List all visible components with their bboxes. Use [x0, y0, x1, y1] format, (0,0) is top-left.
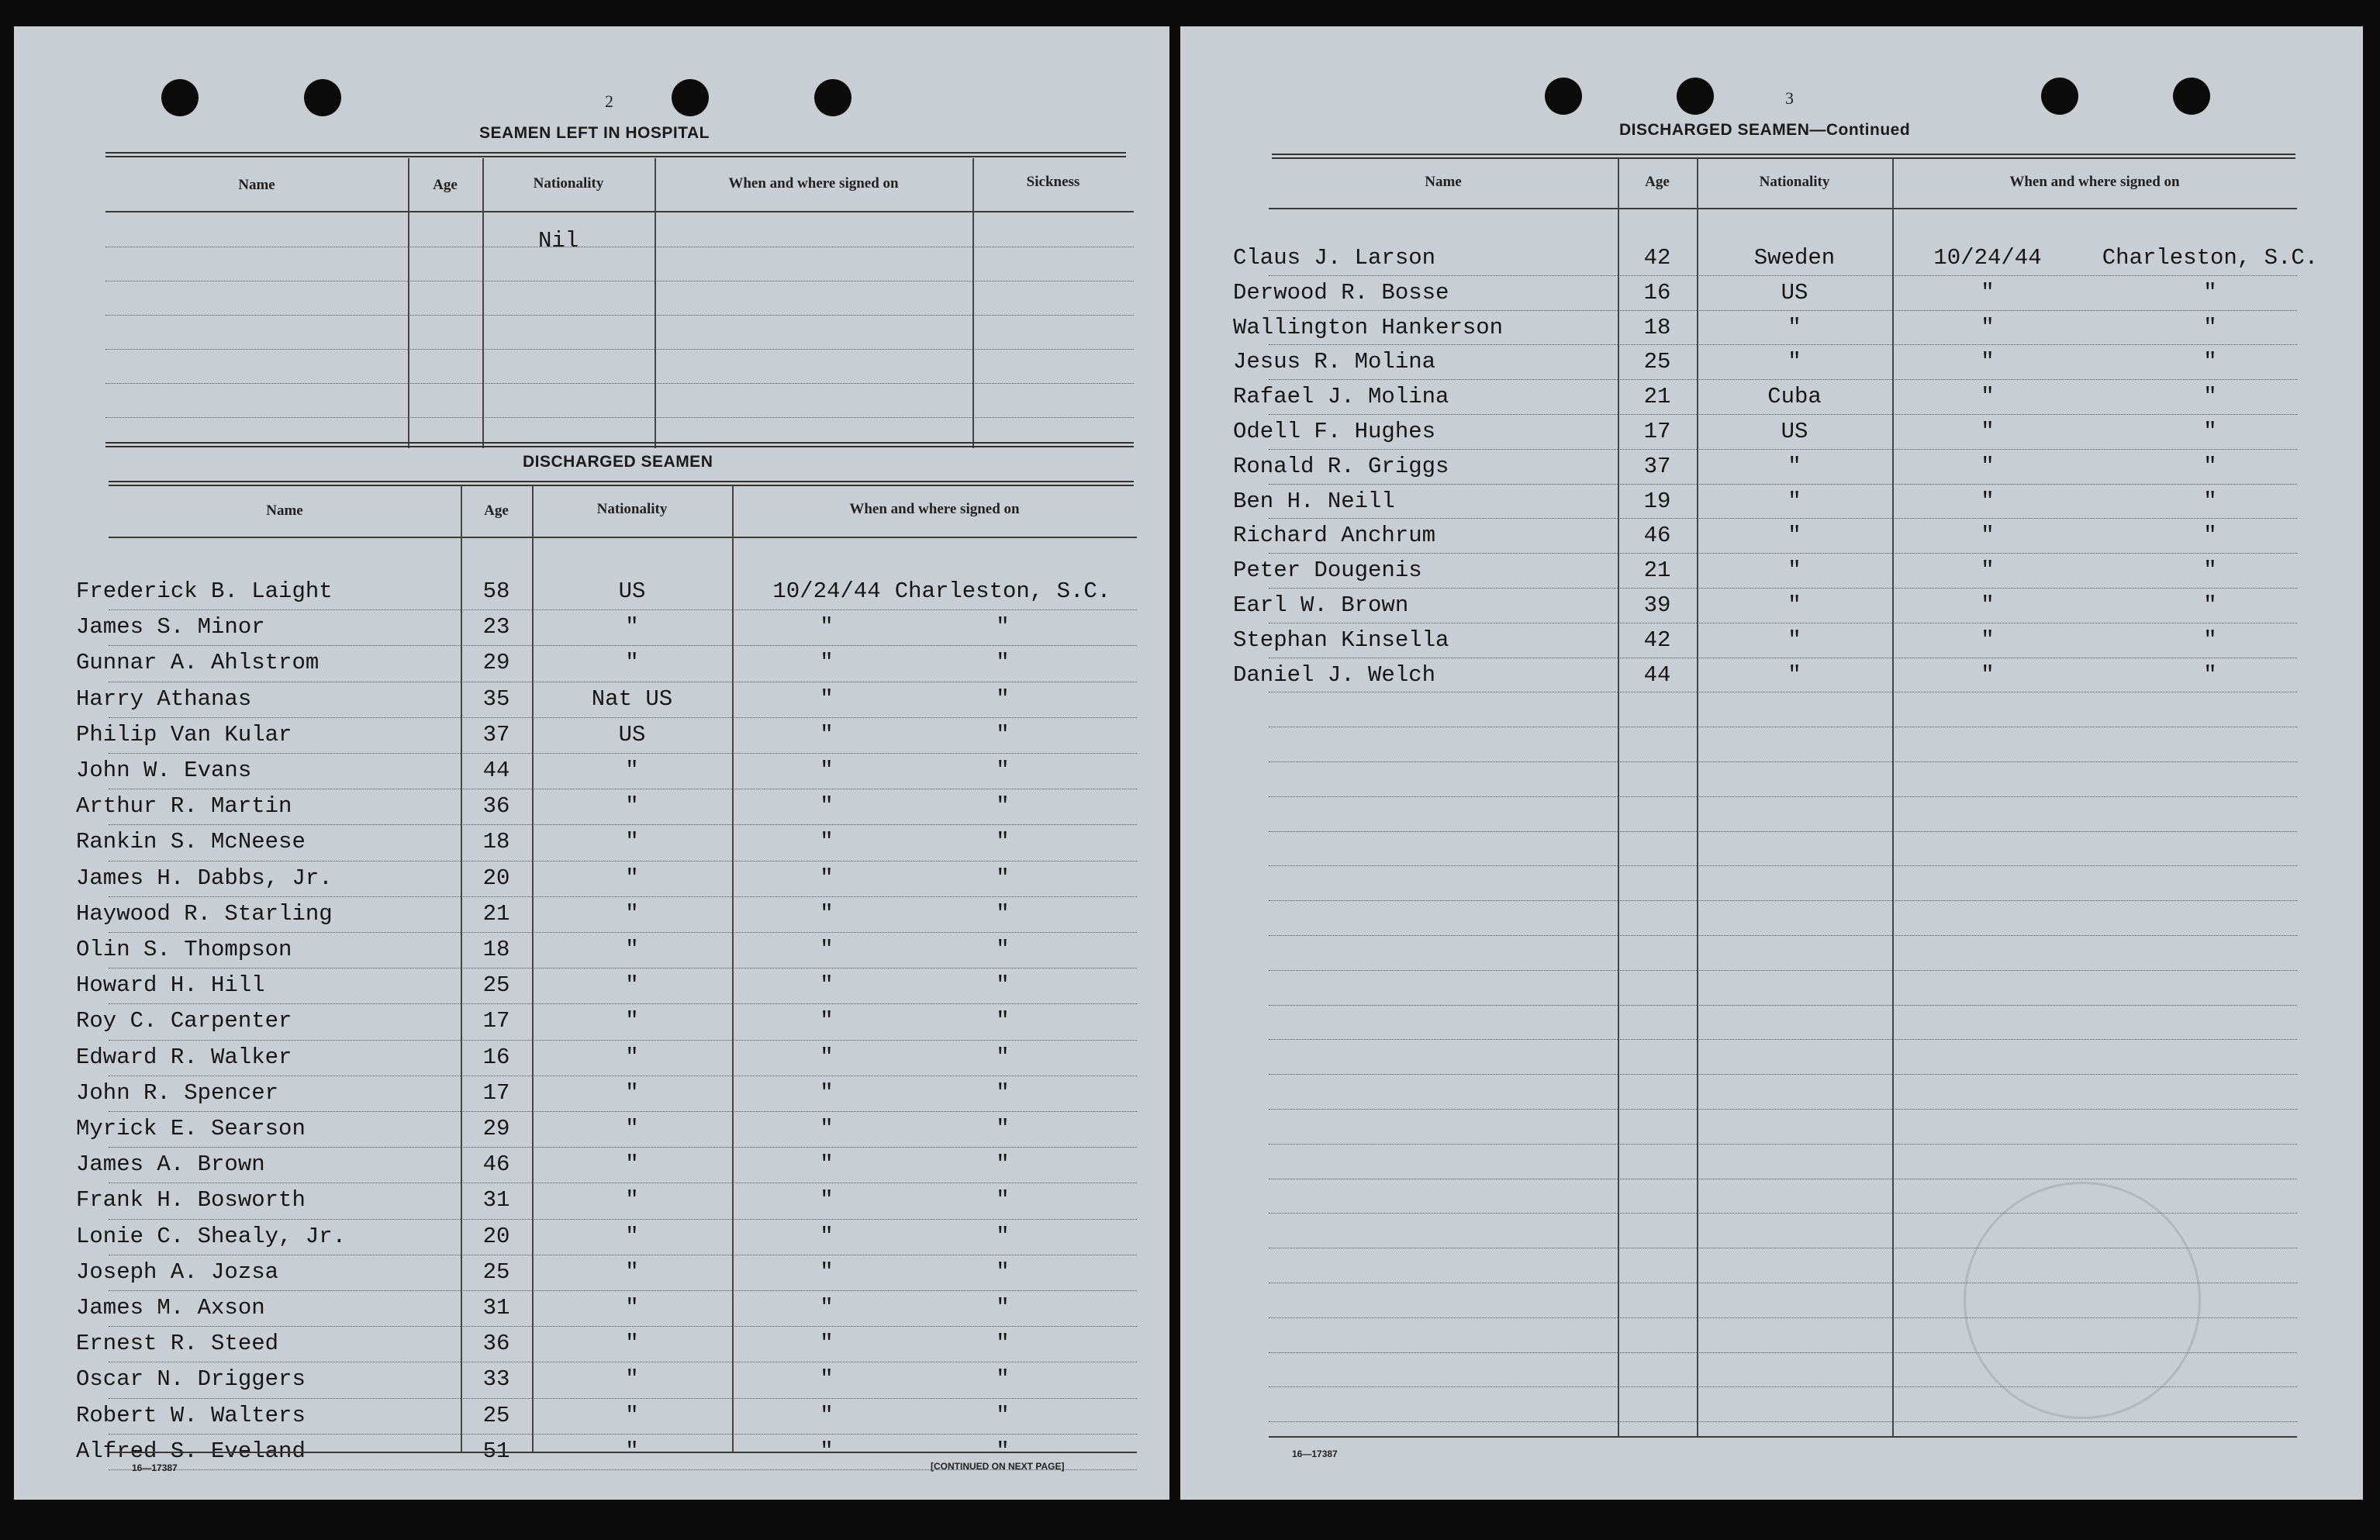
table-row — [1233, 662, 2350, 696]
seaman-nationality: " — [625, 1044, 639, 1070]
signed-on-place: " — [2203, 279, 2217, 306]
discharged-continued-title: DISCHARGED SEAMEN—Continued — [1619, 121, 1911, 139]
table-row — [76, 686, 1146, 720]
seaman-nationality: " — [625, 972, 639, 999]
seaman-nationality: " — [625, 1366, 639, 1393]
punch-hole — [2173, 78, 2210, 115]
seaman-nationality: " — [625, 1008, 639, 1034]
seaman-nationality: " — [1788, 523, 1801, 549]
signed-on-place: " — [996, 900, 1010, 927]
signed-on-place: " — [2203, 523, 2217, 549]
seaman-nationality: Cuba — [1767, 384, 1822, 410]
table-row — [1233, 523, 2350, 557]
seaman-name: John R. Spencer — [76, 1079, 279, 1106]
continued-note: [CONTINUED ON NEXT PAGE] — [931, 1461, 1065, 1472]
hospital-nil-value: Nil — [538, 228, 579, 254]
seaman-nationality: Nat US — [591, 685, 673, 712]
signed-on-place: " — [996, 865, 1010, 891]
seaman-nationality: " — [625, 1223, 639, 1249]
signed-on-place: " — [996, 1402, 1010, 1428]
seaman-age: 39 — [1643, 592, 1671, 618]
seaman-nationality: US — [618, 578, 646, 604]
table-row — [76, 1045, 1146, 1079]
signed-on-date: " — [820, 1366, 834, 1393]
seaman-age: 51 — [482, 1438, 510, 1464]
signed-on-date: " — [820, 793, 834, 820]
seaman-name: Earl W. Brown — [1233, 592, 1409, 618]
table-row — [76, 1366, 1146, 1400]
seaman-name: James M. Axson — [76, 1295, 265, 1321]
seaman-name: Gunnar A. Ahlstrom — [76, 650, 320, 676]
signed-on-place: " — [996, 650, 1010, 676]
signed-on-place: " — [2203, 488, 2217, 514]
seaman-name: Daniel J. Welch — [1233, 661, 1436, 688]
table-row — [76, 614, 1146, 648]
seaman-age: 25 — [482, 972, 510, 999]
signed-on-date: " — [1981, 627, 1995, 653]
signed-on-date: " — [820, 1438, 834, 1464]
signed-on-date: " — [820, 937, 834, 962]
seaman-nationality: " — [625, 937, 639, 962]
signed-on-place: " — [2203, 419, 2217, 444]
seaman-nationality: " — [625, 650, 639, 676]
signed-on-date: " — [1981, 592, 1995, 618]
signed-on-place: " — [2203, 661, 2217, 688]
seaman-age: 25 — [1643, 349, 1671, 375]
table-row — [76, 1259, 1146, 1293]
seaman-age: 31 — [482, 1187, 510, 1214]
seaman-nationality: " — [1788, 592, 1801, 618]
signed-on-place: " — [996, 1152, 1010, 1178]
seaman-nationality: " — [625, 793, 639, 820]
table-row — [76, 1152, 1146, 1186]
signed-on-place: " — [996, 758, 1010, 783]
seaman-age: 25 — [482, 1402, 510, 1428]
seaman-name: Wallington Hankerson — [1233, 314, 1504, 340]
page-number: 2 — [605, 92, 613, 111]
seaman-age: 20 — [482, 1223, 510, 1249]
seaman-name: Claus J. Larson — [1233, 245, 1436, 271]
seaman-age: 37 — [1643, 453, 1671, 479]
signed-on-date: " — [820, 972, 834, 999]
seaman-name: Ronald R. Griggs — [1233, 453, 1449, 479]
table-row — [76, 1403, 1146, 1437]
seaman-name: Roy C. Carpenter — [76, 1008, 292, 1034]
signed-on-date: " — [1981, 279, 1995, 306]
punch-hole — [814, 79, 851, 116]
seaman-age: 21 — [1643, 384, 1671, 410]
seaman-nationality: " — [625, 1402, 639, 1428]
seaman-nationality: " — [1788, 558, 1801, 584]
col-header-when-where: When and where signed on — [2009, 174, 2180, 190]
seaman-age: 21 — [482, 900, 510, 927]
seaman-age: 29 — [482, 1116, 510, 1141]
signed-on-place: " — [996, 1223, 1010, 1249]
signed-on-place: " — [996, 1187, 1010, 1214]
seaman-name: James A. Brown — [76, 1152, 265, 1178]
signed-on-place: " — [996, 614, 1010, 641]
discharged-section-title: DISCHARGED SEAMEN — [523, 453, 713, 471]
col-header-nationality: Nationality — [596, 501, 668, 517]
seaman-name: Frank H. Bosworth — [76, 1187, 306, 1214]
signed-on-date: " — [820, 1223, 834, 1249]
form-number: 16—17387 — [1292, 1448, 1338, 1459]
signed-on-place: " — [2203, 627, 2217, 653]
col-header-age: Age — [433, 177, 458, 193]
signed-on-place: " — [996, 1295, 1010, 1321]
signed-on-date: " — [1981, 453, 1995, 479]
left-page — [14, 26, 1169, 1500]
punch-hole — [1677, 78, 1714, 115]
seaman-name: Howard H. Hill — [76, 972, 265, 999]
seaman-name: Edward R. Walker — [76, 1044, 292, 1070]
signed-on-place: " — [996, 1366, 1010, 1393]
seaman-age: 21 — [1643, 558, 1671, 584]
seaman-age: 35 — [482, 685, 510, 712]
table-row — [1233, 349, 2350, 383]
table-row — [76, 1331, 1146, 1365]
signed-on-date: " — [820, 1331, 834, 1357]
signed-on-date: " — [820, 758, 834, 783]
table-row — [76, 578, 1146, 613]
signed-on-place: " — [996, 937, 1010, 962]
table-row — [76, 865, 1146, 899]
table-row — [76, 1008, 1146, 1042]
seaman-nationality: " — [625, 1116, 639, 1141]
table-row — [1233, 592, 2350, 627]
signed-on-place: " — [996, 793, 1010, 820]
seaman-age: 18 — [482, 829, 510, 855]
signed-on-date: " — [820, 1044, 834, 1070]
signed-on-date: " — [820, 650, 834, 676]
signed-on-date: 10/24/44 — [772, 578, 881, 604]
signed-on-date: " — [1981, 384, 1995, 410]
table-row — [1233, 558, 2350, 592]
seaman-nationality: " — [625, 1259, 639, 1285]
seaman-age: 17 — [1643, 419, 1671, 444]
table-row — [1233, 315, 2350, 349]
seaman-name: Stephan Kinsella — [1233, 627, 1449, 653]
seaman-name: James H. Dabbs, Jr. — [76, 865, 333, 891]
signed-on-date: " — [820, 721, 834, 748]
seaman-age: 29 — [482, 650, 510, 676]
col-header-sickness: Sickness — [1026, 174, 1080, 190]
signed-on-place: " — [2203, 384, 2217, 410]
signed-on-date: " — [1981, 419, 1995, 444]
signed-on-date: " — [820, 1187, 834, 1214]
signed-on-place: " — [996, 1331, 1010, 1357]
table-row — [76, 937, 1146, 971]
signed-on-place: " — [996, 721, 1010, 748]
faded-stamp — [1964, 1182, 2201, 1419]
seaman-name: Ben H. Neill — [1233, 488, 1395, 514]
table-row — [1233, 627, 2350, 661]
right-page — [1180, 26, 2363, 1500]
signed-on-date: " — [820, 1402, 834, 1428]
table-row — [76, 650, 1146, 684]
seaman-age: 20 — [482, 865, 510, 891]
signed-on-place: " — [996, 685, 1010, 712]
seaman-name: John W. Evans — [76, 758, 252, 783]
seaman-age: 23 — [482, 614, 510, 641]
seaman-name: James S. Minor — [76, 614, 265, 641]
table-row — [76, 1295, 1146, 1329]
col-header-nationality: Nationality — [1759, 174, 1830, 190]
table-row — [76, 901, 1146, 935]
table-row — [76, 1224, 1146, 1258]
table-row — [1233, 280, 2350, 314]
seaman-nationality: " — [625, 1331, 639, 1357]
signed-on-date: " — [820, 1008, 834, 1034]
signed-on-date: " — [1981, 558, 1995, 584]
seaman-name: Jesus R. Molina — [1233, 349, 1436, 375]
signed-on-place: " — [996, 972, 1010, 999]
seaman-name: Myrick E. Searson — [76, 1116, 306, 1141]
seaman-age: 25 — [482, 1259, 510, 1285]
seaman-name: Rafael J. Molina — [1233, 384, 1449, 410]
seaman-nationality: " — [1788, 453, 1801, 479]
seaman-name: Peter Dougenis — [1233, 558, 1422, 584]
seaman-name: Olin S. Thompson — [76, 937, 292, 962]
seaman-name: Ernest R. Steed — [76, 1331, 279, 1357]
seaman-age: 36 — [482, 793, 510, 820]
signed-on-place: " — [2203, 558, 2217, 584]
table-row — [1233, 245, 2350, 279]
signed-on-date: " — [820, 1295, 834, 1321]
seaman-age: 46 — [1643, 523, 1671, 549]
punch-hole — [1545, 78, 1582, 115]
seaman-nationality: " — [625, 1295, 639, 1321]
seaman-nationality: US — [618, 721, 646, 748]
seaman-age: 36 — [482, 1331, 510, 1357]
seaman-age: 42 — [1643, 627, 1671, 653]
seaman-nationality: " — [625, 758, 639, 783]
seaman-name: Frederick B. Laight — [76, 578, 333, 604]
signed-on-date: " — [820, 829, 834, 855]
seaman-age: 37 — [482, 721, 510, 748]
seaman-nationality: " — [1788, 349, 1801, 375]
seaman-name: Odell F. Hughes — [1233, 419, 1436, 444]
seaman-name: Alfred S. Eveland — [76, 1438, 306, 1464]
signed-on-place: " — [996, 1008, 1010, 1034]
table-row — [76, 1187, 1146, 1221]
signed-on-place: " — [996, 1259, 1010, 1285]
signed-on-place: " — [996, 1438, 1010, 1464]
seaman-age: 58 — [482, 578, 510, 604]
seaman-name: Joseph A. Jozsa — [76, 1259, 279, 1285]
table-row — [76, 1080, 1146, 1114]
punch-hole — [672, 79, 709, 116]
table-row — [76, 829, 1146, 863]
seaman-name: Derwood R. Bosse — [1233, 279, 1449, 306]
table-row — [1233, 384, 2350, 418]
seaman-nationality: " — [1788, 627, 1801, 653]
signed-on-date: " — [820, 1079, 834, 1106]
table-row — [1233, 454, 2350, 488]
seaman-name: Harry Athanas — [76, 685, 252, 712]
seaman-nationality: " — [1788, 488, 1801, 514]
signed-on-place: " — [2203, 349, 2217, 375]
seaman-name: Rankin S. McNeese — [76, 829, 306, 855]
seaman-nationality: " — [625, 900, 639, 927]
col-header-when-where: When and where signed on — [728, 175, 899, 192]
seaman-age: 19 — [1643, 488, 1671, 514]
table-row — [1233, 419, 2350, 453]
signed-on-date: " — [820, 900, 834, 927]
signed-on-date: " — [820, 1152, 834, 1178]
signed-on-date: " — [1981, 661, 1995, 688]
seaman-name: Lonie C. Shealy, Jr. — [76, 1223, 347, 1249]
signed-on-place: Charleston, S.C. — [894, 578, 1111, 604]
table-row — [76, 972, 1146, 1007]
col-header-name: Name — [266, 502, 303, 519]
seaman-nationality: " — [1788, 314, 1801, 340]
signed-on-place: " — [996, 1044, 1010, 1070]
seaman-age: 44 — [482, 758, 510, 783]
hospital-section-title: SEAMEN LEFT IN HOSPITAL — [479, 124, 710, 142]
table-row — [76, 1116, 1146, 1150]
table-row — [76, 722, 1146, 756]
signed-on-place: " — [996, 829, 1010, 855]
seaman-age: 16 — [482, 1044, 510, 1070]
signed-on-place: " — [2203, 453, 2217, 479]
seaman-nationality: " — [1788, 661, 1801, 688]
seaman-age: 42 — [1643, 245, 1671, 271]
signed-on-place: " — [2203, 314, 2217, 340]
signed-on-date: " — [1981, 349, 1995, 375]
seaman-nationality: " — [625, 614, 639, 641]
seaman-age: 17 — [482, 1079, 510, 1106]
signed-on-date: " — [820, 865, 834, 891]
seaman-age: 17 — [482, 1008, 510, 1034]
seaman-age: 18 — [1643, 314, 1671, 340]
col-header-age: Age — [484, 502, 509, 519]
seaman-nationality: " — [625, 1079, 639, 1106]
table-row — [76, 793, 1146, 827]
punch-hole — [2041, 78, 2078, 115]
punch-hole — [161, 79, 199, 116]
seaman-name: Robert W. Walters — [76, 1402, 306, 1428]
signed-on-place: " — [996, 1116, 1010, 1141]
signed-on-place: " — [2203, 592, 2217, 618]
signed-on-place: " — [996, 1079, 1010, 1106]
seaman-name: Oscar N. Driggers — [76, 1366, 306, 1393]
table-row — [1233, 489, 2350, 523]
seaman-name: Arthur R. Martin — [76, 793, 292, 820]
page-number: 3 — [1785, 88, 1794, 108]
signed-on-place: Charleston, S.C. — [2102, 245, 2319, 271]
signed-on-date: " — [820, 614, 834, 641]
seaman-nationality: US — [1781, 279, 1808, 306]
seaman-nationality: " — [625, 865, 639, 891]
form-number: 16—17387 — [132, 1462, 178, 1473]
signed-on-date: " — [1981, 314, 1995, 340]
seaman-name: Philip Van Kular — [76, 721, 292, 748]
signed-on-date: " — [820, 1259, 834, 1285]
seaman-nationality: Sweden — [1753, 245, 1836, 271]
col-header-nationality: Nationality — [533, 175, 604, 192]
signed-on-date: 10/24/44 — [1933, 245, 2042, 271]
col-header-name: Name — [1425, 174, 1462, 190]
punch-hole — [304, 79, 341, 116]
table-row — [76, 758, 1146, 792]
col-header-name: Name — [238, 177, 275, 193]
seaman-name: Haywood R. Starling — [76, 900, 333, 927]
seaman-nationality: " — [625, 1152, 639, 1178]
seaman-age: 31 — [482, 1295, 510, 1321]
seaman-age: 16 — [1643, 279, 1671, 306]
seaman-name: Richard Anchrum — [1233, 523, 1436, 549]
col-header-age: Age — [1645, 174, 1670, 190]
signed-on-date: " — [820, 1116, 834, 1141]
seaman-nationality: " — [625, 1438, 639, 1464]
seaman-age: 18 — [482, 937, 510, 962]
col-header-when-where: When and where signed on — [849, 501, 1020, 517]
seaman-nationality: US — [1781, 419, 1808, 444]
signed-on-date: " — [820, 685, 834, 712]
signed-on-date: " — [1981, 488, 1995, 514]
seaman-nationality: " — [625, 1187, 639, 1214]
seaman-age: 33 — [482, 1366, 510, 1393]
seaman-age: 46 — [482, 1152, 510, 1178]
seaman-nationality: " — [625, 829, 639, 855]
signed-on-date: " — [1981, 523, 1995, 549]
seaman-age: 44 — [1643, 661, 1671, 688]
